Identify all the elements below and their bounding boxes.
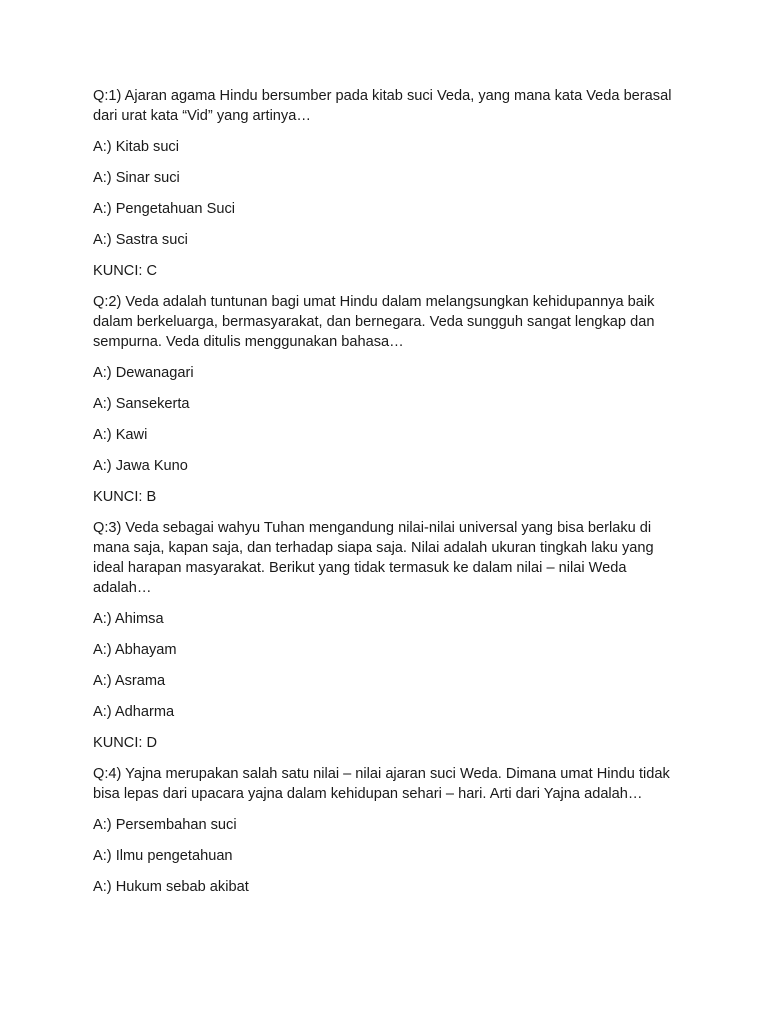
- question-1-option-a: A:) Kitab suci: [93, 139, 179, 155]
- question-3-option-c: A:) Asrama: [93, 673, 166, 689]
- question-2-option-a: A:) Dewanagari: [93, 365, 194, 381]
- question-4-option-a: A:) Persembahan suci: [93, 817, 237, 833]
- question-3-text: Q:3) Veda sebagai wahyu Tuhan mengandung nilai-nilai universal yang bisa berlaku di mana saja, kapan saja, dan terhadap siapa saja. Nilai adalah ukuran tingkah laku yang ideal harapan masyarakat. Berikut yang tidak termasuk ke dalam nilai – nilai Weda adalah…: [93, 520, 654, 596]
- question-3-option-a: A:) Ahimsa: [93, 611, 164, 627]
- question-4-option-c: A:) Hukum sebab akibat: [93, 879, 249, 895]
- question-1-option-c: A:) Pengetahuan Suci: [93, 201, 235, 217]
- question-1-option-b: A:) Sinar suci: [93, 170, 180, 186]
- question-4-option-b: A:) Ilmu pengetahuan: [93, 848, 233, 864]
- question-3-option-d: A:) Adharma: [93, 704, 175, 720]
- question-3-option-b: A:) Abhayam: [93, 642, 177, 658]
- question-3-answer-key: KUNCI: D: [93, 735, 158, 751]
- question-4-text: Q:4) Yajna merupakan salah satu nilai – nilai ajaran suci Weda. Dimana umat Hindu tidak bisa lepas dari upacara yajna dalam kehidupan sehari – hari. Arti dari Yajna adalah…: [93, 766, 670, 802]
- question-2-option-d: A:) Jawa Kuno: [93, 458, 188, 474]
- question-1-text: Q:1) Ajaran agama Hindu bersumber pada kitab suci Veda, yang mana kata Veda berasal dari urat kata “Vid” yang artinya…: [93, 88, 672, 124]
- question-2-text: Q:2) Veda adalah tuntunan bagi umat Hindu dalam melangsungkan kehidupannya baik dalam berkeluarga, bermasyarakat, dan bernegara. Veda sungguh sangat lengkap dan sempurna. Veda ditulis menggunakan bahasa…: [93, 294, 655, 350]
- question-1-option-d: A:) Sastra suci: [93, 232, 188, 248]
- question-2-answer-key: KUNCI: B: [93, 489, 157, 505]
- question-1-answer-key: KUNCI: C: [93, 263, 158, 279]
- question-2-option-b: A:) Sansekerta: [93, 396, 190, 412]
- question-2-option-c: A:) Kawi: [93, 427, 148, 443]
